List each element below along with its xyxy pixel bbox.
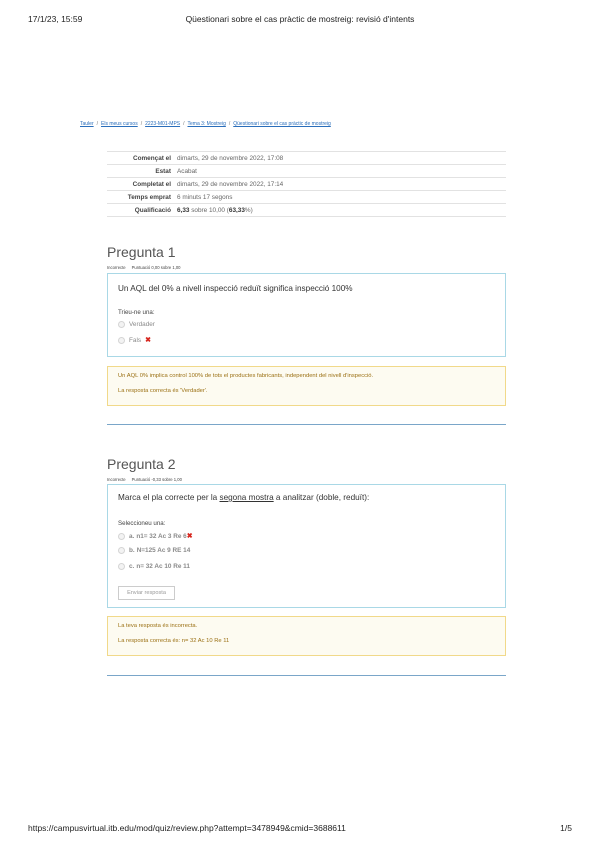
breadcrumb-separator: / [183, 121, 185, 127]
summary-value: dimarts, 29 de novembre 2022, 17:08 [177, 154, 284, 162]
radio-circle-icon[interactable] [118, 337, 125, 344]
print-title: Qüestionari sobre el cas pràctic de mostreig: revisió d'intents [185, 14, 415, 24]
option-label: n= 32 Ac 10 Re 11 [136, 563, 190, 570]
question-2-feedback [107, 616, 506, 656]
breadcrumb-course[interactable]: 2223-M01-MPS [145, 121, 181, 127]
option-letter: a. [129, 532, 135, 540]
question-2-points: Puntuació -0,33 sobre 1,00 [131, 477, 182, 482]
grade-percent: 63,33 [228, 206, 245, 214]
option-letter: c. [129, 563, 135, 570]
summary-row-state [107, 165, 506, 178]
question-1-general-feedback: Un AQL 0% implica control 100% de tots el productes fabricants, independent del nivell d'inspecció. [118, 373, 374, 379]
option-letter: b. [129, 547, 135, 554]
question-2-text-underlined: segona mostra [219, 493, 274, 502]
question-1-feedback [107, 366, 506, 406]
breadcrumb-separator: / [228, 121, 231, 127]
question-2-prompt: Seleccioneu una: [118, 520, 166, 527]
print-header [28, 14, 572, 26]
question-2-incorrect-feedback: La teva resposta és incorrecta. [118, 623, 198, 629]
question-1-prompt: Trieu-ne una: [118, 309, 155, 316]
cross-mark-icon: ✖ [186, 533, 193, 540]
question-2-text-before: Marca el pla correcte per la [118, 493, 220, 502]
summary-label: Completat el [132, 180, 171, 188]
question-1-option-false[interactable] [118, 336, 151, 344]
question-1-option-true[interactable] [118, 321, 155, 328]
question-divider [107, 424, 506, 425]
summary-row-completed [107, 178, 506, 191]
print-url: https://campusvirtual.itb.edu/mod/quiz/review.php?attempt=3478949&cmid=3688611 [28, 823, 346, 833]
summary-label: Estat [155, 167, 171, 175]
question-1-points: Puntuació 0,00 sobre 1,00 [131, 265, 181, 270]
summary-value: 6 minuts 17 segons [177, 193, 233, 201]
radio-circle-icon[interactable] [118, 563, 125, 570]
breadcrumb-quiz[interactable]: Qüestionari sobre el cas pràctic de mostreig [233, 121, 331, 127]
option-label: n1= 32 Ac 3 Re 6 [136, 532, 187, 540]
question-1-meta [107, 265, 181, 270]
submit-answer-button[interactable]: Enviar resposta [118, 586, 175, 600]
summary-value: Acabat [177, 167, 197, 175]
attempt-summary-table [107, 151, 506, 217]
grade-mid: sobre 10,00 ( [189, 206, 229, 214]
radio-circle-icon[interactable] [118, 547, 125, 554]
question-1-status: Incorrecte [107, 265, 126, 270]
question-2-text-after: a analitzar (doble, reduït): [273, 493, 370, 502]
question-2-option-b[interactable] [118, 547, 190, 554]
breadcrumb-my-courses[interactable]: Els meus cursos [101, 121, 138, 127]
question-1-heading: Pregunta 1 [107, 244, 176, 260]
summary-label: Començat el [132, 154, 171, 162]
question-1-box [107, 273, 506, 357]
summary-row-time-taken [107, 191, 506, 204]
option-label: Verdader [129, 321, 155, 328]
print-footer [28, 823, 572, 835]
breadcrumb-separator: / [96, 121, 99, 127]
summary-row-grade [107, 204, 506, 217]
question-2-meta [107, 477, 182, 482]
question-divider [107, 675, 506, 676]
radio-circle-icon[interactable] [118, 321, 125, 328]
option-label: Fals [129, 336, 142, 344]
question-1-text: Un AQL del 0% a nivell inspecció reduït significa inspecció 100% [118, 284, 353, 293]
question-2-box [107, 484, 506, 608]
question-2-text [118, 493, 369, 502]
radio-circle-icon[interactable] [118, 533, 125, 540]
breadcrumb-separator: / [140, 121, 143, 127]
summary-label: Qualificació [134, 206, 171, 214]
question-2-right-answer: La resposta correcta és: n= 32 Ac 10 Re 11 [118, 638, 230, 644]
question-1-right-answer: La resposta correcta és 'Verdader'. [118, 388, 208, 394]
grade-end: %) [244, 206, 253, 214]
summary-grade-value [177, 204, 506, 217]
breadcrumb-dashboard[interactable]: Tauler [80, 121, 94, 127]
question-2-option-c[interactable] [118, 563, 190, 570]
summary-label: Temps emprat [127, 193, 171, 201]
question-2-option-a[interactable] [118, 532, 193, 540]
breadcrumb-topic[interactable]: Tema 3: Mostreig [187, 121, 226, 127]
option-label: N=125 Ac 9 RE 14 [136, 547, 191, 554]
grade-score: 6,33 [177, 206, 190, 214]
summary-value: dimarts, 29 de novembre 2022, 17:14 [177, 180, 284, 188]
question-2-status: Incorrecte [107, 477, 126, 482]
cross-mark-icon: ✖ [145, 337, 151, 344]
print-page-number: 1/5 [560, 823, 572, 833]
question-2-heading: Pregunta 2 [107, 456, 176, 472]
breadcrumb [80, 121, 331, 127]
summary-row-started [107, 152, 506, 165]
print-datetime: 17/1/23, 15:59 [28, 14, 83, 24]
